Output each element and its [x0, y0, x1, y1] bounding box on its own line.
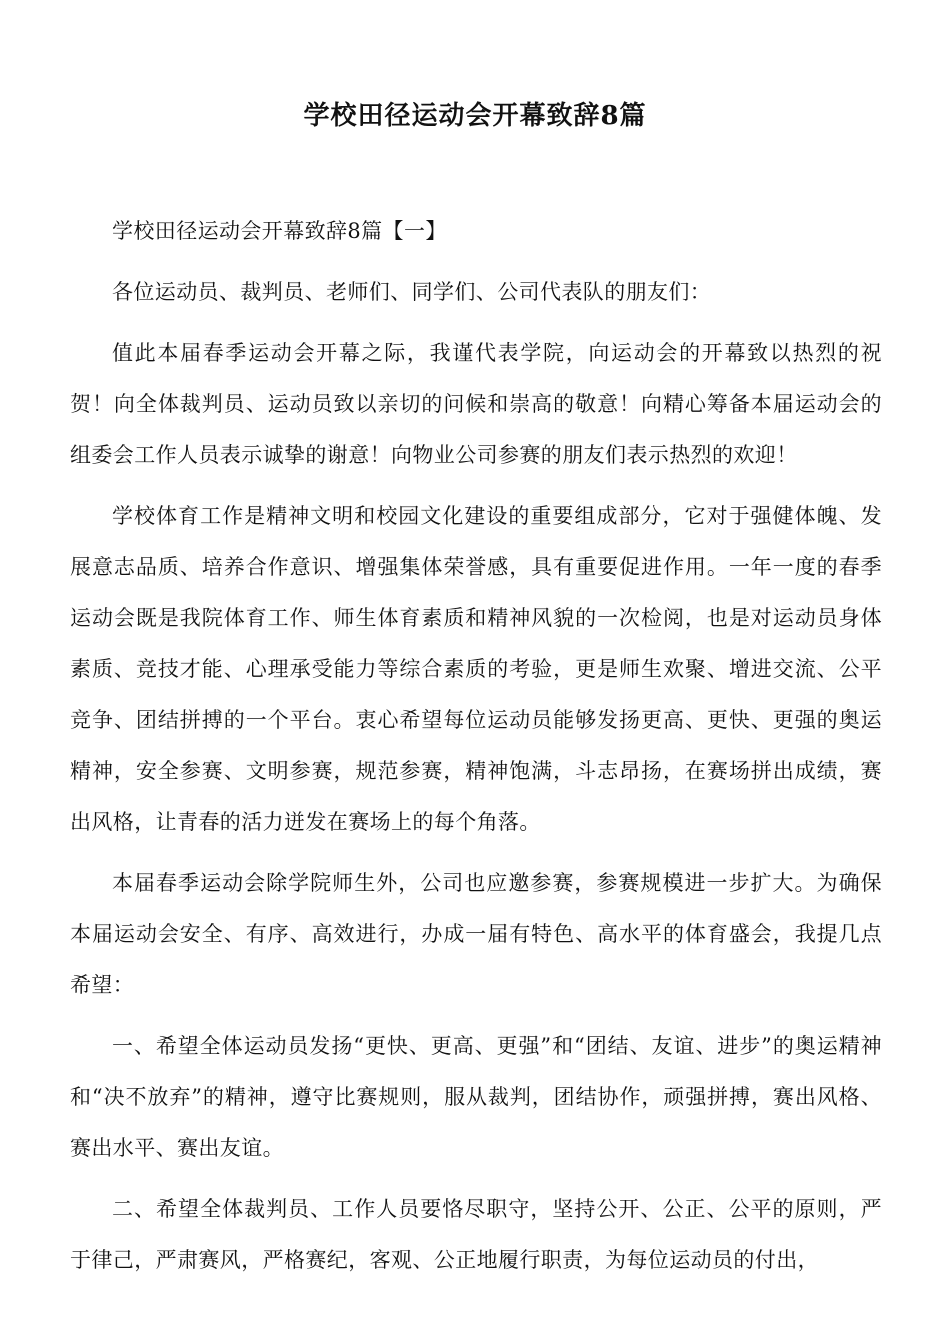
body-paragraph: 值此本届春季运动会开幕之际，我谨代表学院，向运动会的开幕致以热烈的祝贺！向全体裁判员、运动员致以亲切的问候和崇高的敬意！向精心筹备本届运动会的组委会工作人员表示诚挚的谢意！向物业公司参赛的朋友们表示热烈的欢迎！	[70, 341, 882, 467]
section-heading: 学校田径运动会开幕致辞8篇【一】	[112, 219, 447, 243]
document-body	[70, 206, 882, 1296]
body-paragraph: 一、希望全体运动员发扬“更快、更高、更强”和“团结、友谊、进步”的奥运精神和“决不放弃”的精神，遵守比赛规则，服从裁判，团结协作，顽强拼搏，赛出风格、赛出水平、赛出友谊。	[70, 1034, 882, 1160]
salutation-paragraph: 各位运动员、裁判员、老师们、同学们、公司代表队的朋友们：	[112, 280, 712, 304]
body-paragraph: 二、希望全体裁判员、工作人员要恪尽职守，坚持公开、公正、公平的原则，严于律己，严肃赛风，严格赛纪，客观、公正地履行职责，为每位运动员的付出，	[70, 1197, 882, 1272]
body-paragraph: 本届春季运动会除学院师生外，公司也应邀参赛，参赛规模进一步扩大。为确保本届运动会安全、有序、高效进行，办成一届有特色、高水平的体育盛会，我提几点希望：	[70, 871, 882, 997]
document-title: 学校田径运动会开幕致辞8篇	[303, 101, 647, 131]
body-paragraph: 学校体育工作是精神文明和校园文化建设的重要组成部分，它对于强健体魄、发展意志品质、培养合作意识、增强集体荣誉感，具有重要促进作用。一年一度的春季运动会既是我院体育工作、师生体育素质和精神风貌的一次检阅，也是对运动员身体素质、竞技才能、心理承受能力等综合素质的考验，更是师生欢聚、增进交流、公平竞争、团结拼搏的一个平台。衷心希望每位运动员能够发扬更高、更快、更强的奥运精神，安全参赛、文明参赛，规范参赛，精神饱满，斗志昂扬，在赛场拼出成绩，赛出风格，让青春的活力迸发在赛场上的每个角落。	[70, 504, 882, 834]
